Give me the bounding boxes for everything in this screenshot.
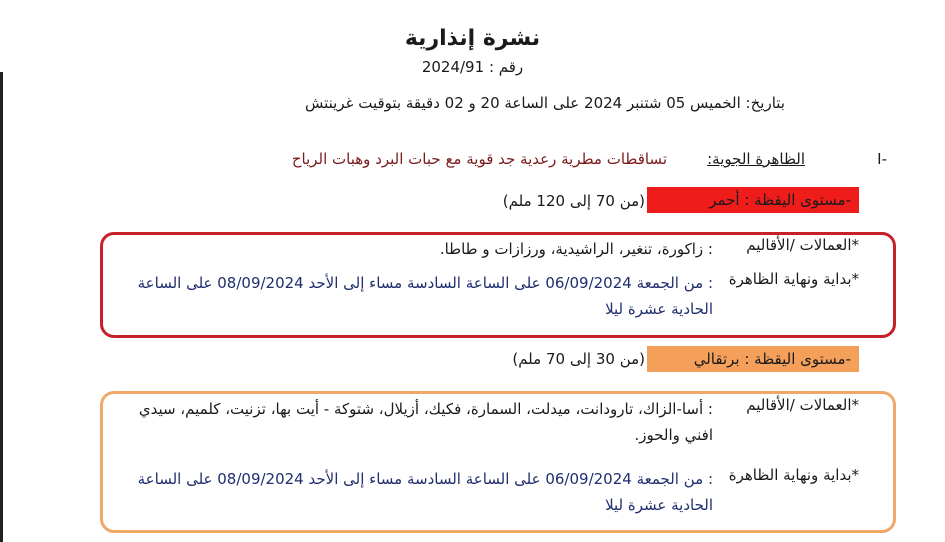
- bulletin-date: بتاريخ: الخميس 05 شتنبر 2024 على الساعة 20 و 02 دقيقة بتوقيت غرينتش: [304, 94, 785, 112]
- alert-level-orange-label: -مستوى اليقظة : برتقالي: [647, 346, 859, 372]
- red-areas-value: : زاكورة، تنغير، الراشيدية، ورزازات و طاطا.: [439, 240, 713, 258]
- alert-level-red-label: -مستوى اليقظة : أحمر: [647, 187, 859, 213]
- alert-level-orange-range: (من 30 إلى 70 ملم): [512, 350, 645, 368]
- phenomenon-value: تساقطات مطرية رعدية جد قوية مع حبات البرد وهبات الرياح: [291, 150, 667, 168]
- orange-areas-label: *العمالات /الأقاليم: [746, 396, 859, 414]
- orange-areas-row: [79, 396, 859, 452]
- red-areas-row: [79, 236, 859, 266]
- bulletin-number-label: رقم :: [488, 58, 524, 76]
- phenomenon-label: الظاهرة الجوية:: [707, 150, 805, 168]
- red-time-value: : من الجمعة 06/09/2024 على الساعة السادسة مساء إلى الأحد 08/09/2024 على الساعة الحادية عشرة ليلا: [137, 274, 713, 318]
- orange-time-value: : من الجمعة 06/09/2024 على الساعة السادسة مساء إلى الأحد 08/09/2024 على الساعة الحادية عشرة ليلا: [137, 470, 713, 514]
- alert-level-red-range: (من 70 إلى 120 ملم): [502, 192, 645, 210]
- red-areas-label: *العمالات /الأقاليم: [746, 236, 859, 254]
- bulletin-number-value: 2024/91: [421, 58, 485, 76]
- red-time-row: [79, 270, 859, 330]
- orange-time-label: *بداية ونهاية الظاهرة: [728, 466, 859, 484]
- bulletin-number: [0, 58, 945, 76]
- orange-time-row: [79, 466, 859, 526]
- red-time-label: *بداية ونهاية الظاهرة: [728, 270, 859, 288]
- section-index: I-: [877, 150, 887, 168]
- orange-areas-value: : أسا-الزاك، تارودانت، ميدلت، السمارة، فكيك، أزيلال، شتوكة - أيت بها، تزنيت، كلميم، سيدي افني والحوز.: [138, 400, 713, 444]
- bulletin-title: نشرة إنذارية: [404, 26, 541, 51]
- page-edge-line: [0, 72, 3, 542]
